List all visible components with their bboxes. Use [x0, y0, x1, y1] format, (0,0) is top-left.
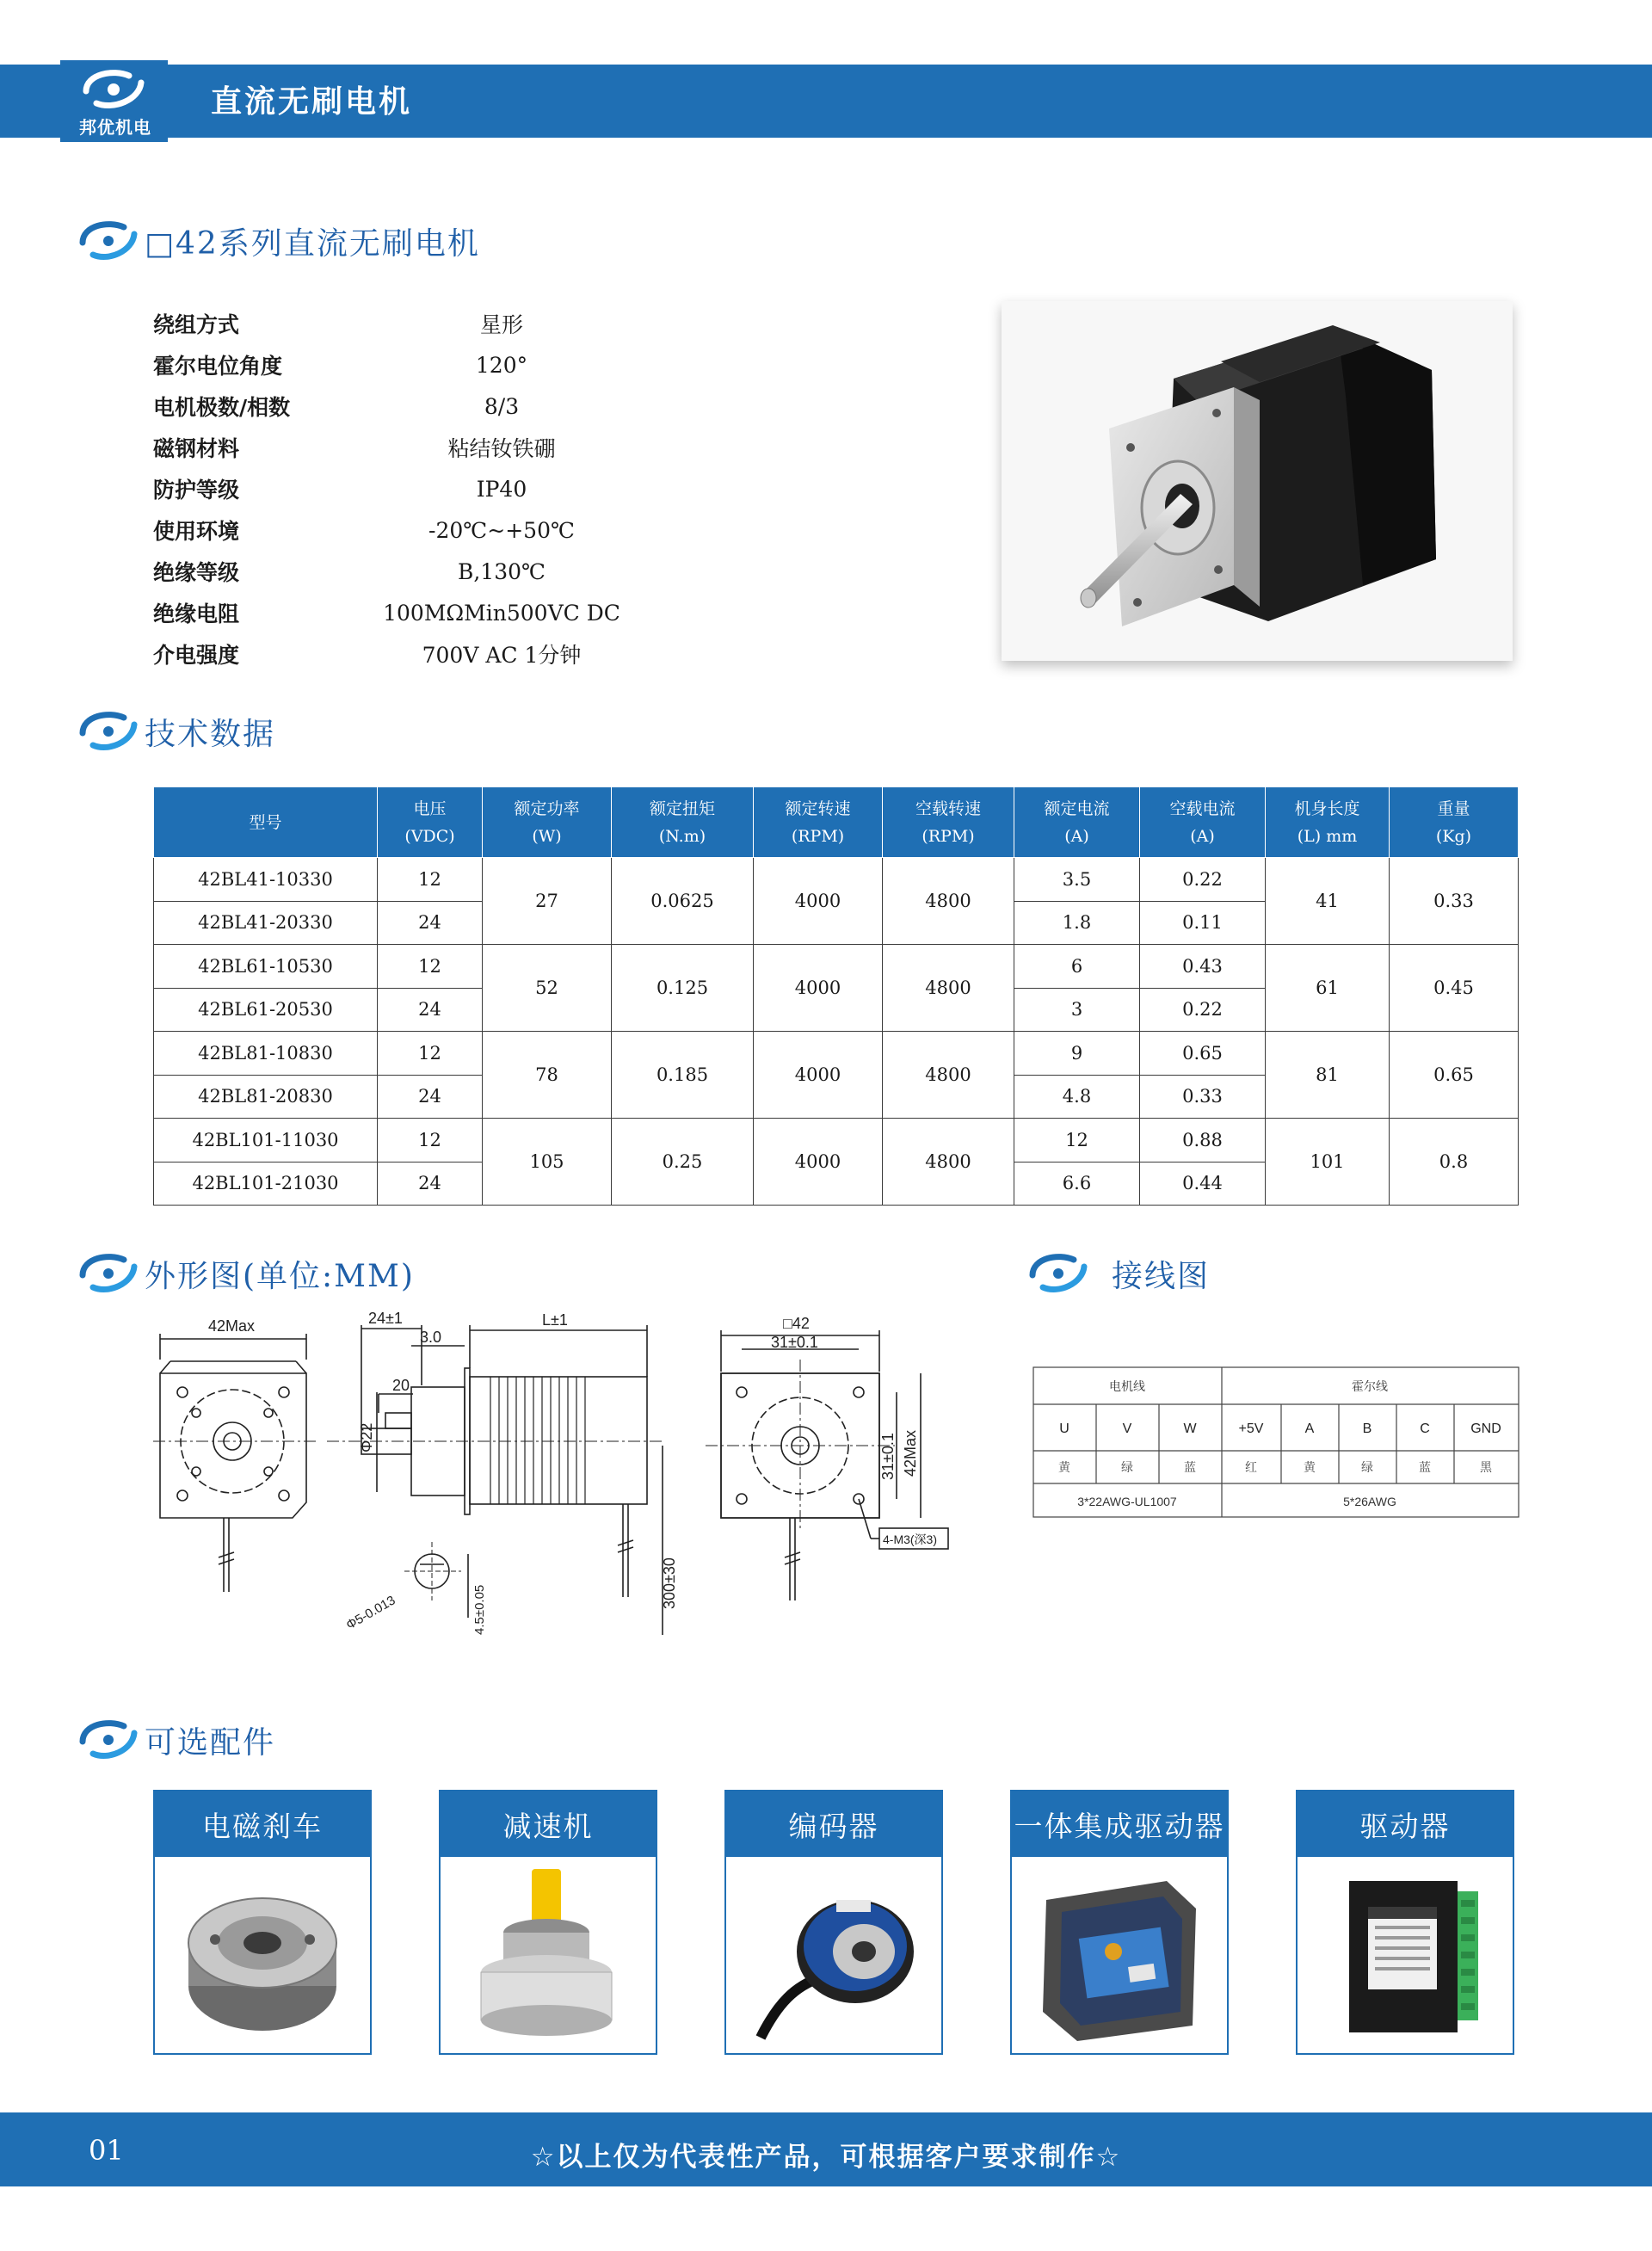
dim-shaft-dia: Φ5-0.013	[343, 1593, 398, 1633]
cell-rated-current: 6	[1014, 945, 1140, 989]
spec-row	[153, 633, 635, 675]
column-header-unit: (VDC)	[404, 826, 455, 846]
spec-value: 8/3	[484, 393, 520, 419]
wiring-wire-color: 红	[1245, 1460, 1257, 1474]
wiring-pin-label: GND	[1470, 1422, 1501, 1436]
column-header	[1266, 787, 1390, 858]
section-title: 接线图	[1112, 1258, 1211, 1294]
dim-pilot-dia: Φ22	[358, 1422, 375, 1452]
spec-value: 100MΩMin500VC DC	[383, 600, 620, 626]
cell-model: 42BL61-10530	[154, 945, 378, 989]
accessory-card-gearbox[interactable]	[439, 1790, 657, 2055]
wiring-pin-label: U	[1059, 1422, 1069, 1436]
accessory-card-integrated-driver[interactable]	[1010, 1790, 1229, 2055]
column-header-unit: (A)	[1064, 826, 1089, 846]
cell-voltage: 12	[378, 1119, 483, 1163]
gearbox-icon	[441, 1857, 656, 2053]
cell-voltage: 12	[378, 945, 483, 989]
brand-logo-icon	[77, 1249, 139, 1298]
cell-length: 41	[1266, 858, 1390, 945]
column-header-label: 机身长度	[1294, 799, 1360, 818]
brand-logo-icon	[77, 1716, 139, 1764]
cell-weight: 0.8	[1390, 1119, 1519, 1206]
dim-body-len: L±1	[542, 1311, 568, 1329]
spec-row	[153, 427, 635, 468]
accessory-title: 一体集成驱动器	[1012, 1792, 1227, 1857]
cell-rated-speed: 4000	[754, 1032, 883, 1119]
spec-value: B,130℃	[457, 558, 546, 584]
spec-label: 绝缘电阻	[153, 601, 240, 626]
column-header-unit: (L) mm	[1297, 826, 1358, 846]
cell-noload-current: 0.43	[1140, 945, 1266, 989]
column-header-label: 型号	[249, 812, 282, 832]
cell-power: 52	[483, 945, 612, 1032]
cell-noload-current: 0.22	[1140, 858, 1266, 902]
dim-flat: 4.5±0.05	[472, 1584, 487, 1635]
wiring-wire-color: 黑	[1480, 1460, 1492, 1474]
cell-torque: 0.0625	[612, 858, 754, 945]
cell-model: 42BL101-21030	[154, 1162, 378, 1206]
company-logo	[60, 60, 168, 142]
spec-row	[153, 551, 635, 592]
section-tech	[77, 707, 275, 755]
dim-key-len: 20	[392, 1377, 410, 1394]
brand-logo-icon	[77, 707, 139, 755]
cell-voltage: 12	[378, 858, 483, 902]
spec-value: 120°	[475, 352, 528, 378]
column-header	[154, 787, 378, 858]
spec-row	[153, 344, 635, 385]
column-header-label: 额定转速	[785, 799, 851, 818]
section-title: 外形图(单位:MM)	[145, 1258, 415, 1294]
wiring-pin-label: V	[1122, 1422, 1132, 1436]
column-header-label: 额定扭矩	[649, 799, 715, 818]
section-accessories	[77, 1716, 275, 1764]
column-header-label: 重量	[1437, 799, 1470, 818]
cell-model: 42BL41-10330	[154, 858, 378, 902]
spec-list	[153, 303, 635, 675]
cell-noload-current: 0.11	[1140, 901, 1266, 945]
table-header-row	[154, 787, 1519, 858]
wiring-wire-color: 黄	[1304, 1460, 1316, 1474]
accessory-title: 驱动器	[1298, 1792, 1513, 1857]
bldc-motor-icon	[1002, 301, 1513, 661]
cell-noload-current: 0.65	[1140, 1032, 1266, 1076]
wiring-wire-color: 蓝	[1419, 1460, 1431, 1474]
cell-noload-speed: 4800	[883, 945, 1014, 1032]
spec-row	[153, 385, 635, 427]
spec-value: IP40	[476, 476, 527, 502]
spec-row	[153, 303, 635, 344]
cell-model: 42BL81-20830	[154, 1075, 378, 1119]
cell-weight: 0.65	[1390, 1032, 1519, 1119]
cell-noload-speed: 4800	[883, 1119, 1014, 1206]
cell-model: 42BL101-11030	[154, 1119, 378, 1163]
cell-power: 78	[483, 1032, 612, 1119]
tech-table	[153, 786, 1519, 1206]
wiring-motor-group: 电机线	[1109, 1379, 1145, 1393]
dimension-drawing	[146, 1308, 981, 1669]
table-row	[154, 858, 1519, 902]
dim-flange: 3.0	[420, 1329, 442, 1346]
cell-voltage: 12	[378, 1032, 483, 1076]
column-header-label: 空载电流	[1169, 799, 1236, 818]
cell-rated-current: 9	[1014, 1032, 1140, 1076]
wiring-pin-label: B	[1362, 1422, 1372, 1436]
column-header	[883, 787, 1014, 858]
spec-label: 介电强度	[153, 643, 240, 668]
brake-icon	[155, 1857, 370, 2053]
cell-rated-current: 12	[1014, 1119, 1140, 1163]
spec-value: -20℃~+50℃	[428, 517, 575, 543]
spec-value: 星形	[479, 312, 523, 337]
spec-value: 粘结钕铁硼	[447, 436, 556, 461]
column-header	[612, 787, 754, 858]
cell-voltage: 24	[378, 988, 483, 1032]
cell-model: 42BL41-20330	[154, 901, 378, 945]
cell-power: 105	[483, 1119, 612, 1206]
accessory-card-encoder[interactable]	[724, 1790, 943, 2055]
section-title: □42系列直流无刷电机	[145, 225, 480, 262]
wiring-hall-group: 霍尔线	[1352, 1379, 1388, 1393]
cell-rated-current: 1.8	[1014, 901, 1140, 945]
cell-length: 101	[1266, 1119, 1390, 1206]
column-header-label: 电压	[413, 799, 447, 818]
section-title: 技术数据	[145, 716, 276, 752]
column-header-label: 额定电流	[1044, 799, 1110, 818]
cell-weight: 0.33	[1390, 858, 1519, 945]
column-header-label: 额定功率	[514, 799, 580, 818]
cell-noload-current: 0.22	[1140, 988, 1266, 1032]
page-title: 直流无刷电机	[211, 84, 413, 120]
cell-noload-speed: 4800	[883, 858, 1014, 945]
column-header-label: 空载转速	[915, 799, 981, 818]
section-wiring	[1027, 1249, 1210, 1298]
cell-rated-current: 6.6	[1014, 1162, 1140, 1206]
accessory-title: 电磁刹车	[155, 1792, 370, 1857]
column-header-unit: (RPM)	[791, 826, 845, 846]
table-row	[154, 1032, 1519, 1076]
cell-rated-current: 4.8	[1014, 1075, 1140, 1119]
column-header-unit: (W)	[532, 826, 562, 846]
wiring-wire-color: 黄	[1058, 1460, 1070, 1474]
column-header-unit: (A)	[1190, 826, 1215, 846]
dim-width-max: 42Max	[208, 1317, 256, 1335]
logo-text: 邦优机电	[79, 117, 151, 138]
accessory-card-driver[interactable]	[1296, 1790, 1514, 2055]
spec-value: 700V AC 1分钟	[422, 643, 582, 668]
wiring-diagram	[1032, 1366, 1519, 1518]
cell-length: 61	[1266, 945, 1390, 1032]
spec-row	[153, 509, 635, 551]
wiring-motor-cable: 3*22AWG-UL1007	[1077, 1495, 1177, 1508]
column-header-unit: (N.m)	[658, 826, 706, 846]
cell-model: 42BL81-10830	[154, 1032, 378, 1076]
cell-voltage: 24	[378, 1162, 483, 1206]
cell-rated-speed: 4000	[754, 945, 883, 1032]
wiring-pin-label: W	[1183, 1422, 1197, 1436]
table-row	[154, 1119, 1519, 1163]
spec-label: 使用环境	[153, 519, 240, 544]
spec-label: 绝缘等级	[153, 560, 240, 585]
section-dims	[77, 1249, 415, 1298]
spec-row	[153, 592, 635, 633]
cell-noload-current: 0.33	[1140, 1075, 1266, 1119]
cell-voltage: 24	[378, 901, 483, 945]
cell-rated-speed: 4000	[754, 858, 883, 945]
cell-noload-speed: 4800	[883, 1032, 1014, 1119]
accessory-title: 减速机	[441, 1792, 656, 1857]
column-header-unit: (RPM)	[922, 826, 975, 846]
column-header	[1140, 787, 1266, 858]
dim-hole-pitch-v: 31±0.1	[879, 1433, 897, 1480]
dim-square: □42	[783, 1315, 810, 1332]
spec-label: 霍尔电位角度	[153, 354, 283, 379]
column-header	[378, 787, 483, 858]
dim-height-max: 42Max	[902, 1429, 919, 1477]
cell-weight: 0.45	[1390, 945, 1519, 1032]
table-row	[154, 945, 1519, 989]
wiring-pin-label: A	[1304, 1422, 1315, 1436]
brand-logo-icon	[77, 217, 139, 265]
cell-rated-current: 3.5	[1014, 858, 1140, 902]
column-header	[483, 787, 612, 858]
wiring-wire-color: 绿	[1121, 1460, 1133, 1474]
cell-voltage: 24	[378, 1075, 483, 1119]
driver-icon	[1298, 1857, 1513, 2053]
column-header	[754, 787, 883, 858]
spec-label: 绕组方式	[153, 312, 240, 337]
cell-torque: 0.185	[612, 1032, 754, 1119]
wiring-wire-color: 蓝	[1184, 1460, 1196, 1474]
page-number: 01	[89, 2134, 124, 2167]
dim-shaft-len: 24±1	[368, 1310, 403, 1327]
cell-rated-current: 3	[1014, 988, 1140, 1032]
section-specs	[77, 217, 480, 265]
spec-label: 防护等级	[153, 478, 240, 503]
column-header-unit: (Kg)	[1435, 826, 1472, 846]
wiring-wire-color: 绿	[1361, 1460, 1373, 1474]
dim-hole-pitch-h: 31±0.1	[771, 1334, 818, 1351]
cell-model: 42BL61-20530	[154, 988, 378, 1032]
spec-label: 磁钢材料	[153, 436, 240, 461]
wiring-hall-cable: 5*26AWG	[1343, 1495, 1396, 1508]
motor-photo	[1002, 301, 1513, 661]
logo-mark-icon	[79, 65, 148, 115]
accessory-title: 编码器	[726, 1792, 941, 1857]
accessory-card-brake[interactable]	[153, 1790, 372, 2055]
cell-length: 81	[1266, 1032, 1390, 1119]
wiring-pin-label: C	[1420, 1422, 1430, 1436]
dim-lead-len: 300±30	[661, 1557, 678, 1609]
cell-power: 27	[483, 858, 612, 945]
dim-thread: 4-M3(深3)	[883, 1533, 938, 1546]
cell-noload-current: 0.88	[1140, 1119, 1266, 1163]
column-header	[1390, 787, 1519, 858]
cell-noload-current: 0.44	[1140, 1162, 1266, 1206]
spec-row	[153, 468, 635, 509]
cell-torque: 0.25	[612, 1119, 754, 1206]
wiring-pin-label: +5V	[1238, 1422, 1264, 1436]
column-header	[1014, 787, 1140, 858]
cell-torque: 0.125	[612, 945, 754, 1032]
footer-note: ☆以上仅为代表性产品，可根据客户要求制作☆	[530, 2142, 1122, 2173]
section-title: 可选配件	[145, 1724, 276, 1761]
spec-label: 电机极数/相数	[153, 395, 291, 420]
integrated-driver-icon	[1012, 1857, 1227, 2053]
cell-rated-speed: 4000	[754, 1119, 883, 1206]
brand-logo-icon	[1027, 1249, 1089, 1298]
encoder-icon	[726, 1857, 941, 2053]
